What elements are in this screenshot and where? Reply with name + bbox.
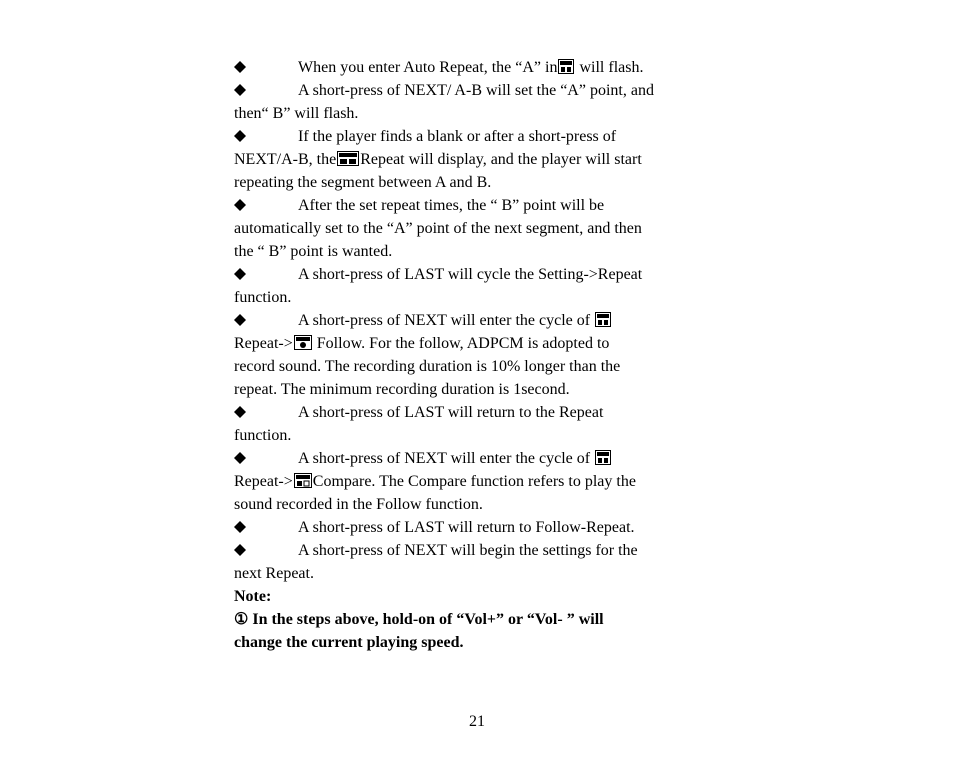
repeat-icon xyxy=(595,449,611,472)
repeat-icon xyxy=(595,311,611,334)
diamond-bullet-icon xyxy=(234,194,298,217)
text-line: A short-press of LAST will cycle the Setting->Repeat xyxy=(234,263,724,286)
diamond-bullet-icon xyxy=(234,56,298,79)
diamond-bullet-icon xyxy=(234,79,298,102)
note-heading: Note: xyxy=(234,588,272,605)
text-line: A short-press of LAST will return to Follow-Repeat. xyxy=(234,516,724,539)
text-line: When you enter Auto Repeat, the “A” in will flash. xyxy=(234,56,724,79)
text-line: A short-press of NEXT will enter the cycle of xyxy=(234,447,724,470)
compare-icon xyxy=(294,472,312,495)
text-line: repeating the segment between A and B. xyxy=(234,174,492,191)
text-line: the “ B” point is wanted. xyxy=(234,243,393,260)
diamond-bullet-icon xyxy=(234,263,298,286)
text-line: record sound. The recording duration is 10% longer than the xyxy=(234,358,621,375)
text-line: After the set repeat times, the “ B” point will be xyxy=(234,194,724,217)
repeat-icon xyxy=(558,58,574,81)
text-line: function. xyxy=(234,289,292,306)
page-number: 21 xyxy=(469,713,485,730)
diamond-bullet-icon xyxy=(234,125,298,148)
diamond-bullet-icon xyxy=(234,401,298,424)
text-line: A short-press of NEXT will begin the settings for the xyxy=(234,539,724,562)
text-line: sound recorded in the Follow function. xyxy=(234,496,483,513)
text-line: A short-press of NEXT will enter the cycle of xyxy=(234,309,724,332)
note-text: ① In the steps above, hold-on of “Vol+” or “Vol- ” will xyxy=(234,611,604,628)
diamond-bullet-icon xyxy=(234,309,298,332)
text-line: next Repeat. xyxy=(234,565,314,582)
note-text: change the current playing speed. xyxy=(234,634,464,651)
text-line: Repeat-> Compare. The Compare function refers to play the xyxy=(234,470,724,493)
diamond-bullet-icon xyxy=(234,539,298,562)
text-line: A short-press of NEXT/ A-B will set the “A” point, and xyxy=(234,79,724,102)
page-content xyxy=(234,56,724,654)
text-line: A short-press of LAST will return to the Repeat xyxy=(234,401,724,424)
text-line: If the player finds a blank or after a short-press of xyxy=(234,125,724,148)
text-line: then“ B” will flash. xyxy=(234,105,359,122)
text-line: Repeat-> Follow. For the follow, ADPCM is adopted to xyxy=(234,332,724,355)
follow-icon xyxy=(294,334,312,357)
diamond-bullet-icon xyxy=(234,447,298,470)
text-line: repeat. The minimum recording duration is 1second. xyxy=(234,381,570,398)
repeat-icon xyxy=(337,150,359,173)
text-line: NEXT/A-B, the Repeat will display, and the player will start xyxy=(234,148,724,171)
diamond-bullet-icon xyxy=(234,516,298,539)
text-line: function. xyxy=(234,427,292,444)
text-line: automatically set to the “A” point of the next segment, and then xyxy=(234,220,642,237)
